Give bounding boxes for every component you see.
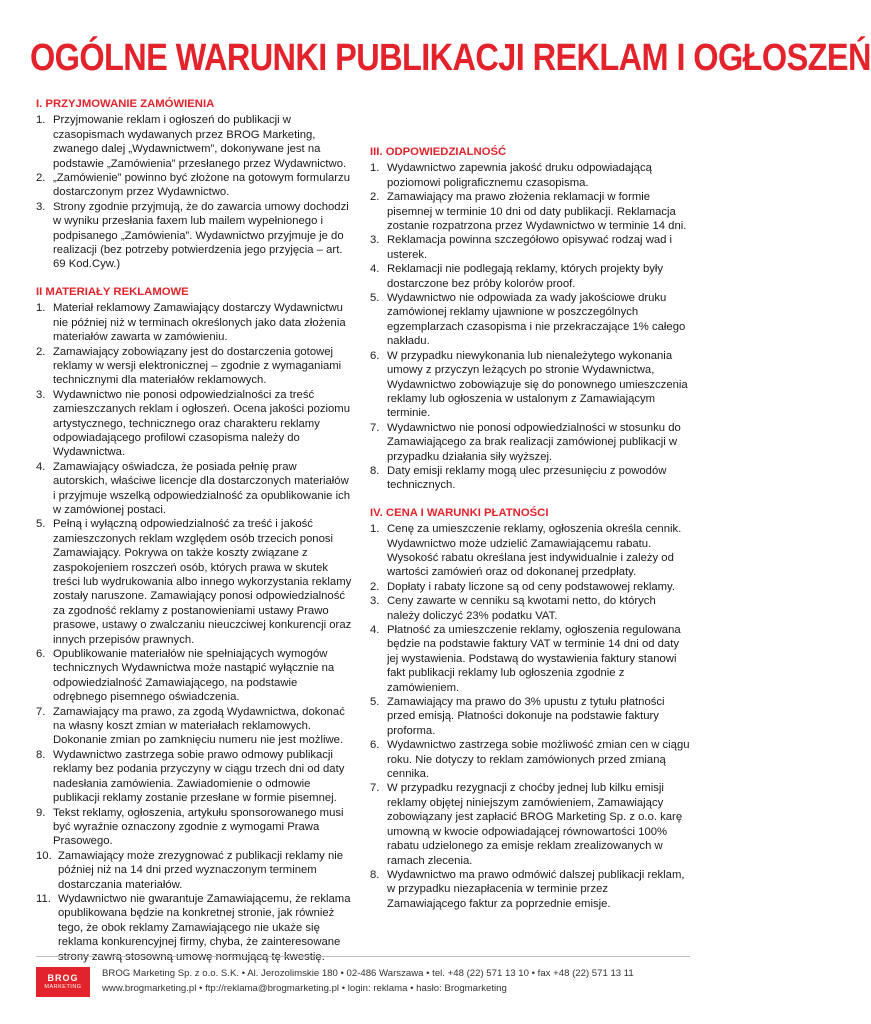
payment-list: [370, 522, 690, 911]
list-item: 5. Pełną i wyłączną odpowiedzialność za treść i jakość zamieszczonych reklam względem osób trzecich ponosi Zamawiający. Pokrywa on także koszty związane z zaspokojeniem roszczeń osób, których prawa w skutek treści lub wydrukowania albo innego wykorzystania reklamy zostały naruszone. Zamawiający ponosi odpowiedzialność za zgodność reklamy z postanowieniami ustawy Prawo prasowe, ustawy o zwalczaniu nieuczciwej konkurencji oraz innych przepisów prawnych.: [36, 518, 352, 646]
brog-logo: [36, 967, 90, 997]
list-item: 6. W przypadku niewykonania lub nienależytego wykonania umowy z przyczyn leżących po stronie Wydawnictwa, Wydawnictwo zobowiązuje się do ponownego umieszczenia reklamy lub ogłoszenia w ustalonym z Zamawiającym terminie.: [370, 349, 688, 420]
list-item: 1. Cenę za umieszczenie reklamy, ogłoszenia określa cennik. Wydawnictwo może udzielić Zamawiającemu rabatu. Wysokość rabatu określana jest indywidualnie i zależy od wartości zamówień oraz od dokonanej przedpłaty.: [370, 523, 682, 579]
logo-text: BROG: [47, 973, 79, 983]
list-item: 6. Wydawnictwo zastrzega sobie możliwość zmian cen w ciągu roku. Nie dotyczy to reklam zamówionych przed zmianą cennika.: [370, 739, 690, 781]
logo-subtext: MARKETING: [44, 984, 82, 990]
list-item: 2. Zamawiający ma prawo złożenia reklamacji w formie pisemnej w terminie 10 dni od daty publikacji. Reklamacja zostanie rozpatrzona przez Wydawnictwo w terminie 14 dni.: [370, 191, 687, 233]
list-item: 5. Zamawiający ma prawo do 3% upustu z tytułu płatności przed emisją. Płatności dokonuje na podstawie faktury proforma.: [370, 696, 665, 737]
page-title: OGÓLNE WARUNKI PUBLIKACJI REKLAM I OGŁOSZEŃ: [30, 36, 871, 79]
list-item: 4. Zamawiający oświadcza, że posiada pełnię praw autorskich, właściwe licencje dla dostarczonych materiałów i przyjmuje wszelką odpowiedzialność za opublikowanie ich w zamówionej postaci.: [36, 460, 351, 516]
left-column: [36, 97, 354, 964]
list-item: 7. Wydawnictwo nie ponosi odpowiedzialności w stosunku do Zamawiającego za brak realizacji zamówionej publikacji w przypadku działania siły wyższej.: [370, 421, 681, 463]
list-item: 10. Zamawiający może zrezygnować z publikacji reklamy nie później niż na 14 dni przed wyznaczonym terminem dostarczania materiałów.: [36, 849, 344, 891]
list-item: 1. Wydawnictwo zapewnia jakość druku odpowiadającą poziomowi poligraficznemu czasopisma.: [370, 162, 652, 189]
list-item: 3. Ceny zawarte w cenniku są kwotami netto, do których należy doliczyć 23% podatku VAT.: [370, 595, 656, 622]
list-item: 9. Tekst reklamy, ogłoszenia, artykułu sponsorowanego musi być wyraźnie oznaczony zgodnie z wymogami Prawa Prasowego.: [36, 806, 344, 848]
footer-contact: [102, 967, 702, 996]
list-item: 6. Opublikowanie materiałów nie spełniających wymogów technicznych Wydawnictwa może nastąpić wyłącznie na odpowiedzialność Zamawiającego, na podstawie odrębnego pisemnego oświadczenia.: [36, 648, 335, 704]
list-item: 3. Strony zgodnie przyjmują, że do zawarcia umowy dochodzi w wyniku przesłania faxem lub mailem wypełnionego i podpisanego „Zamówienia”. Wydawnictwo przyjmuje je do realizacji (bez potrzeby potwierdzenia jego przyjęcia – art. 69 Kod.Cyw.): [36, 200, 349, 271]
footer-divider: [36, 956, 690, 957]
list-item: 7. Zamawiający ma prawo, za zgodą Wydawnictwa, dokonać na własny koszt zmian w materiałach reklamowych. Dokonanie zmian po zamknięciu numeru nie jest możliwe.: [36, 705, 345, 747]
right-column: [370, 97, 690, 911]
list-item: 11. Wydawnictwo nie gwarantuje Zamawiającemu, że reklama opublikowana będzie na konkretnej stronie, jak również tego, że obok reklamy Zamawiającego nie ukaże się reklama konkurencyjnej firmy, chyba, że zainteresowane: [36, 892, 351, 949]
list-item: 1. Materiał reklamowy Zamawiający dostarczy Wydawnictwu nie później niż w terminach określonych jako data złożenia materiałów zawarta w zamówieniu.: [36, 302, 346, 344]
list-item: 5. Wydawnictwo nie odpowiada za wady jakościowe druku zamówionej reklamy ujawnione w poszczególnych egzemplarzach czasopisma i nie przekraczające 1% całego nakładu.: [370, 292, 686, 348]
list-item: 3. Wydawnictwo nie ponosi odpowiedzialności za treść zamieszczanych reklam i ogłoszeń. Ocena jakości poziomu artystycznego, technicznego oraz charakteru reklamy odpowiadającego profilowi czasopisma należy do Wydawnictwa.: [36, 388, 350, 459]
section-heading-liability: III. ODPOWIEDZIALNOŚĆ: [370, 146, 507, 158]
footer-links[interactable]: www.brogmarketing.pl • ftp://reklama@brogmarketing.pl • login: reklama • hasło: Brogmarketing: [102, 982, 507, 994]
materials-list: [36, 301, 354, 964]
list-item: 8. Wydawnictwo zastrzega sobie prawo odmowy publikacji reklamy bez podania przyczyny w ciągu trzech dni od daty nadesłania zamówienia. Zawiadomienie o odmowie publikacji reklamy zostanie przesłane w formie pisemnej.: [36, 748, 345, 805]
list-item: 8. Wydawnictwo ma prawo odmówić dalszej publikacji reklam, w przypadku niezapłacenia w terminie przez Zamawiającego faktur za poprzednie emisje.: [370, 868, 685, 910]
list-item: 2. „Zamówienie” powinno być złożone na gotowym formularzu dostarczonym przez Wydawnictwo.: [36, 172, 350, 199]
list-item: 7. W przypadku rezygnacji z choćby jednej lub kilku emisji reklamy objętej niniejszym zamówieniem, Zamawiający zobowiązany jest zapłacić BROG Marketing Sp. z o.o. karę umowną w kwocie odpowiadającej równowartości 100% rabatu udzielonego za emisje reklam zrealizowanych w ramach zlecenia.: [370, 782, 683, 867]
liability-list: [370, 161, 690, 492]
list-item: 2. Zamawiający zobowiązany jest do dostarczenia gotowej reklamy w wersji elektronicznej – zgodnie z wymaganiami technicznymi dla materiałów reklamowych.: [36, 345, 342, 387]
list-item: 4. Płatność za umieszczenie reklamy, ogłoszenia regulowana będzie na podstawie faktury VAT w terminie 14 dni od daty jej wystawienia. Podstawą do wystawienia faktury stanowi fakt publikacji reklamy lub ogłoszenia zgodnie z zamówieniem.: [370, 624, 681, 694]
list-item: 2. Dopłaty i rabaty liczone są od ceny podstawowej reklamy.: [370, 580, 675, 593]
list-item: 1. Przyjmowanie reklam i ogłoszeń do publikacji w czasopismach wydawanych przez BROG Marketing, zwanego dalej „Wydawnictwem”, dokonywane jest na podstawie „Zamówienia” przesłanego przez Wydawnictwo.: [36, 114, 347, 170]
list-item: 4. Reklamacji nie podlegają reklamy, których projekty były dostarczone bez próby kolorów proof.: [370, 263, 664, 290]
list-item: 8. Daty emisji reklamy mogą ulec przesunięciu z powodów technicznych.: [370, 464, 667, 492]
orders-list: [36, 113, 354, 271]
section-heading-materials: II MATERIAŁY REKLAMOWE: [36, 285, 189, 298]
section-heading-orders: I. PRZYJMOWANIE ZAMÓWIENIA: [36, 98, 215, 110]
footer-address: BROG Marketing Sp. z o.o. S.K. • Al. Jerozolimskie 180 • 02-486 Warszawa • tel. +48 (22) 571 13 10 • fax +48 (22) 571 13 11: [102, 968, 634, 979]
section-heading-payment: IV. CENA I WARUNKI PŁATNOŚCI: [370, 506, 549, 519]
list-item: 3. Reklamacja powinna szczegółowo opisywać rodzaj wad i usterek.: [370, 234, 673, 261]
